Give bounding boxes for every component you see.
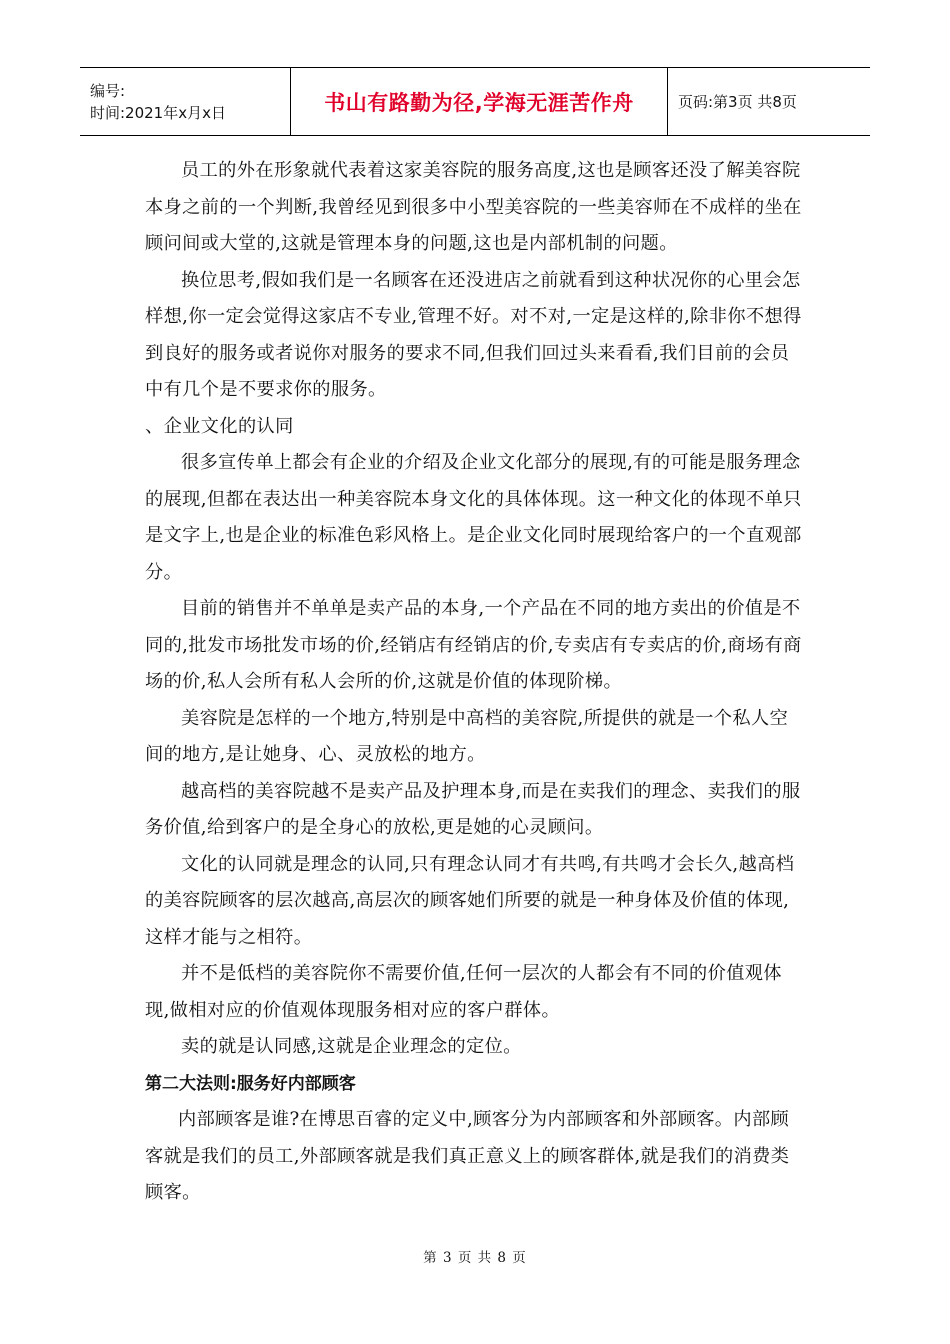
header-page-label: 页码:第3页 共8页 (678, 93, 797, 111)
document-number-label: 编号: (90, 81, 126, 100)
section-heading: 、企业文化的认同 (145, 415, 294, 437)
page-footer: 第 3 页 共 8 页 (423, 1250, 527, 1266)
document-body (145, 153, 805, 1212)
paragraph: 员工的外在形象就代表着这家美容院的服务高度,这也是顾客还没了解美容院本身之前的一个判断,我曾经见到很多中小型美容院的一些美容师在不成样的坐在顾问间或大堂的,这就是管理本身的问题,这也是内部机制的问题。 (145, 160, 802, 254)
paragraph: 卖的就是认同感,这就是企业理念的定位。 (181, 1036, 522, 1057)
header-meta-cell (80, 68, 291, 136)
paragraph: 文化的认同就是理念的认同,只有理念认同才有共鸣,有共鸣才会长久,越高档的美容院顾客的层次越高,高层次的顾客她们所要的就是一种身体及价值的体现,这样才能与之相符。 (145, 853, 795, 948)
header-motto-cell (291, 68, 668, 136)
paragraph: 目前的销售并不单单是卖产品的本身,一个产品在不同的地方卖出的价值是不同的,批发市场批发市场的价,经销店有经销店的价,专卖店有专卖店的价,商场有商场的价,私人会所有私人会所的价,这就是价值的体现阶梯。 (145, 598, 802, 692)
paragraph: 美容院是怎样的一个地方,特别是中高档的美容院,所提供的就是一个私人空间的地方,是让她身、心、灵放松的地方。 (145, 707, 789, 765)
header-motto: 书山有路勤为径,学海无涯苦作舟 (324, 90, 634, 115)
paragraph: 并不是低档的美容院你不需要价值,任何一层次的人都会有不同的价值观体现,做相对应的价值观体现服务相对应的客户群体。 (145, 963, 782, 1021)
paragraph: 内部顾客是谁?在博思百睿的定义中,顾客分为内部顾客和外部顾客。内部顾客就是我们的员工,外部顾客就是我们真正意义上的顾客群体,就是我们的消费类顾客。 (145, 1109, 790, 1203)
rule-heading: 第二大法则:服务好内部顾客 (145, 1073, 356, 1094)
paragraph: 很多宣传单上都会有企业的介绍及企业文化部分的展现,有的可能是服务理念的展现,但都在表达出一种美容院本身文化的具体体现。这一种文化的体现不单只是文字上,也是企业的标准色彩风格上。是企业文化同时展现给客户的一个直观部分。 (145, 452, 802, 583)
header-page-cell (668, 68, 871, 136)
paragraph: 越高档的美容院越不是卖产品及护理本身,而是在卖我们的理念、卖我们的服务价值,给到客户的是全身心的放松,更是她的心灵顾问。 (145, 780, 801, 838)
paragraph: 换位思考,假如我们是一名顾客在还没进店之前就看到这种状况你的心里会怎样想,你一定会觉得这家店不专业,管理不好。对不对,一定是这样的,除非你不想得到良好的服务或者说你对服务的要求不同,但我们回过头来看看,我们目前的会员中有几个是不要求你的服务。 (145, 269, 802, 400)
page-header (80, 67, 870, 136)
document-time-label: 时间:2021年x月x日 (90, 103, 226, 122)
